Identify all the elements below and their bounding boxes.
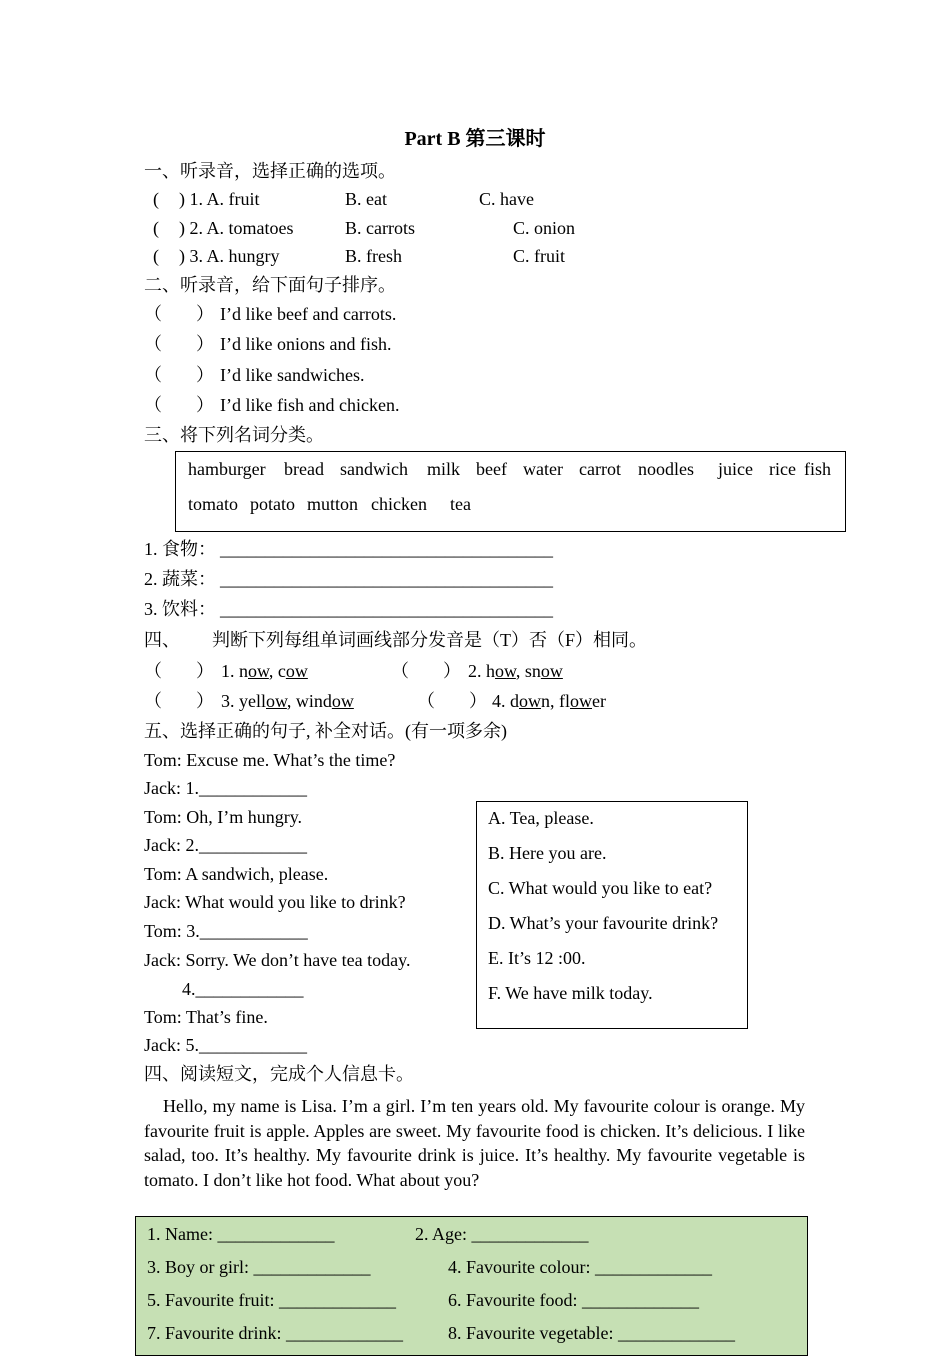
- category-blank[interactable]: _____________________________________: [220, 599, 553, 619]
- option-b: B. fresh: [345, 246, 402, 266]
- word: noodles: [638, 459, 694, 479]
- tf-paren-open: （: [144, 661, 162, 681]
- card-field-age[interactable]: 2. Age: _____________: [415, 1224, 589, 1244]
- word: fish: [804, 459, 831, 479]
- option-a: A. Tea, please.: [488, 808, 594, 828]
- section5-heading: 五、选择正确的句子, 补全对话。(有一项多余): [144, 721, 507, 741]
- option-c: C. have: [479, 189, 534, 209]
- word: bread: [284, 459, 324, 479]
- dialog-line: Tom: That’s fine.: [144, 1007, 268, 1027]
- dialog-line: Jack: 1.____________: [144, 778, 307, 798]
- order-paren-open: （: [144, 304, 162, 324]
- answer-paren: (: [153, 218, 159, 238]
- word: rice: [769, 459, 796, 479]
- word: carrot: [579, 459, 621, 479]
- option-f: F. We have milk today.: [488, 983, 653, 1003]
- tf-paren-close: ）: [469, 691, 487, 711]
- order-paren-close: ）: [196, 365, 214, 385]
- section6-heading: 四、阅读短文，完成个人信息卡。: [144, 1064, 414, 1084]
- category-label: 3. 饮料：: [144, 599, 216, 619]
- answer-paren: (: [153, 246, 159, 266]
- page-title: Part B 第三课时: [404, 128, 546, 150]
- phonics-item-1: 1. now, cow: [221, 661, 308, 681]
- dialog-line: Jack: 5.____________: [144, 1035, 307, 1055]
- option-c: C. onion: [513, 218, 576, 238]
- word: chicken: [371, 494, 427, 514]
- card-field-drink[interactable]: 7. Favourite drink: _____________: [147, 1323, 403, 1343]
- word: potato: [250, 494, 295, 514]
- option-b: B. Here you are.: [488, 843, 607, 863]
- option-b: B. carrots: [345, 218, 415, 238]
- tf-paren-close: ）: [443, 661, 461, 681]
- sentence-1: I’d like beef and carrots.: [220, 304, 397, 324]
- option-d: D. What’s your favourite drink?: [488, 913, 719, 933]
- category-label: 2. 蔬菜：: [144, 569, 216, 589]
- order-paren-open: （: [144, 365, 162, 385]
- question-3: ) 3. A. hungry: [179, 246, 280, 266]
- dialog-line: Tom: Oh, I’m hungry.: [144, 807, 303, 827]
- dialog-line: 4.____________: [182, 979, 304, 999]
- card-field-food[interactable]: 6. Favourite food: _____________: [448, 1290, 699, 1310]
- word: hamburger: [188, 459, 266, 479]
- section3-heading: 三、将下列名词分类。: [144, 425, 324, 445]
- sentence-2: I’d like onions and fish.: [220, 334, 392, 354]
- card-field-vegetable[interactable]: 8. Favourite vegetable: _____________: [448, 1323, 735, 1343]
- phonics-item-2: 2. how, snow: [468, 661, 563, 681]
- question-1: ) 1. A. fruit: [179, 189, 260, 209]
- dialog-line: Jack: What would you like to drink?: [144, 892, 406, 912]
- phonics-item-4: 4. down, flower: [492, 691, 606, 711]
- word: sandwich: [340, 459, 408, 479]
- order-paren-close: ）: [196, 395, 214, 415]
- section4-heading: 判断下列每组单词画线部分发音是（T）否（F）相同。: [212, 630, 648, 650]
- option-c: C. fruit: [513, 246, 565, 266]
- section2-heading: 二、听录音，给下面句子排序。: [144, 275, 396, 295]
- tf-paren-open: （: [417, 691, 435, 711]
- order-paren-close: ）: [196, 334, 214, 354]
- word: milk: [427, 459, 461, 479]
- tf-paren-open: （: [391, 661, 409, 681]
- option-b: B. eat: [345, 189, 387, 209]
- category-blank[interactable]: _____________________________________: [220, 569, 553, 589]
- card-field-name[interactable]: 1. Name: _____________: [147, 1224, 335, 1244]
- answer-paren: (: [153, 189, 159, 209]
- dialog-line: Tom: 3.____________: [144, 921, 308, 941]
- category-blank[interactable]: _____________________________________: [220, 539, 553, 559]
- section1-heading: 一、听录音，选择正确的选项。: [144, 161, 396, 181]
- word: tomato: [188, 494, 238, 514]
- dialog-line: Jack: Sorry. We don’t have tea today.: [144, 950, 411, 970]
- section4-heading-num: 四、: [144, 630, 180, 650]
- word: water: [523, 459, 563, 479]
- word: juice: [718, 459, 753, 479]
- card-field-fruit[interactable]: 5. Favourite fruit: _____________: [147, 1290, 396, 1310]
- question-2: ) 2. A. tomatoes: [179, 218, 294, 238]
- tf-paren-open: （: [144, 691, 162, 711]
- word: beef: [476, 459, 507, 479]
- sentence-4: I’d like fish and chicken.: [220, 395, 400, 415]
- phonics-item-3: 3. yellow, window: [221, 691, 354, 711]
- tf-paren-close: ）: [196, 691, 214, 711]
- order-paren-open: （: [144, 334, 162, 354]
- reading-passage: Hello, my name is Lisa. I’m a girl. I’m ten years old. My favourite colour is orange. My favourite fruit is apple. Apples are sweet. My favourite food is chicken. It’s delicious. I like salad, too. It’s healthy. My favourite drink is juice. It’s healthy. My favourite vegetable is tomato. I don’t like hot food. What about you?: [144, 1096, 805, 1190]
- dialog-line: Jack: 2.____________: [144, 835, 307, 855]
- option-e: E. It’s 12 :00.: [488, 948, 586, 968]
- word: tea: [450, 494, 471, 514]
- order-paren-close: ）: [196, 304, 214, 324]
- dialog-line: Tom: A sandwich, please.: [144, 864, 329, 884]
- card-field-gender[interactable]: 3. Boy or girl: _____________: [147, 1257, 371, 1277]
- word: mutton: [307, 494, 359, 514]
- tf-paren-close: ）: [196, 661, 214, 681]
- sentence-3: I’d like sandwiches.: [220, 365, 365, 385]
- order-paren-open: （: [144, 395, 162, 415]
- category-label: 1. 食物：: [144, 539, 216, 559]
- option-c: C. What would you like to eat?: [488, 878, 713, 898]
- dialog-line: Tom: Excuse me. What’s the time?: [144, 750, 396, 770]
- card-field-colour[interactable]: 4. Favourite colour: _____________: [448, 1257, 712, 1277]
